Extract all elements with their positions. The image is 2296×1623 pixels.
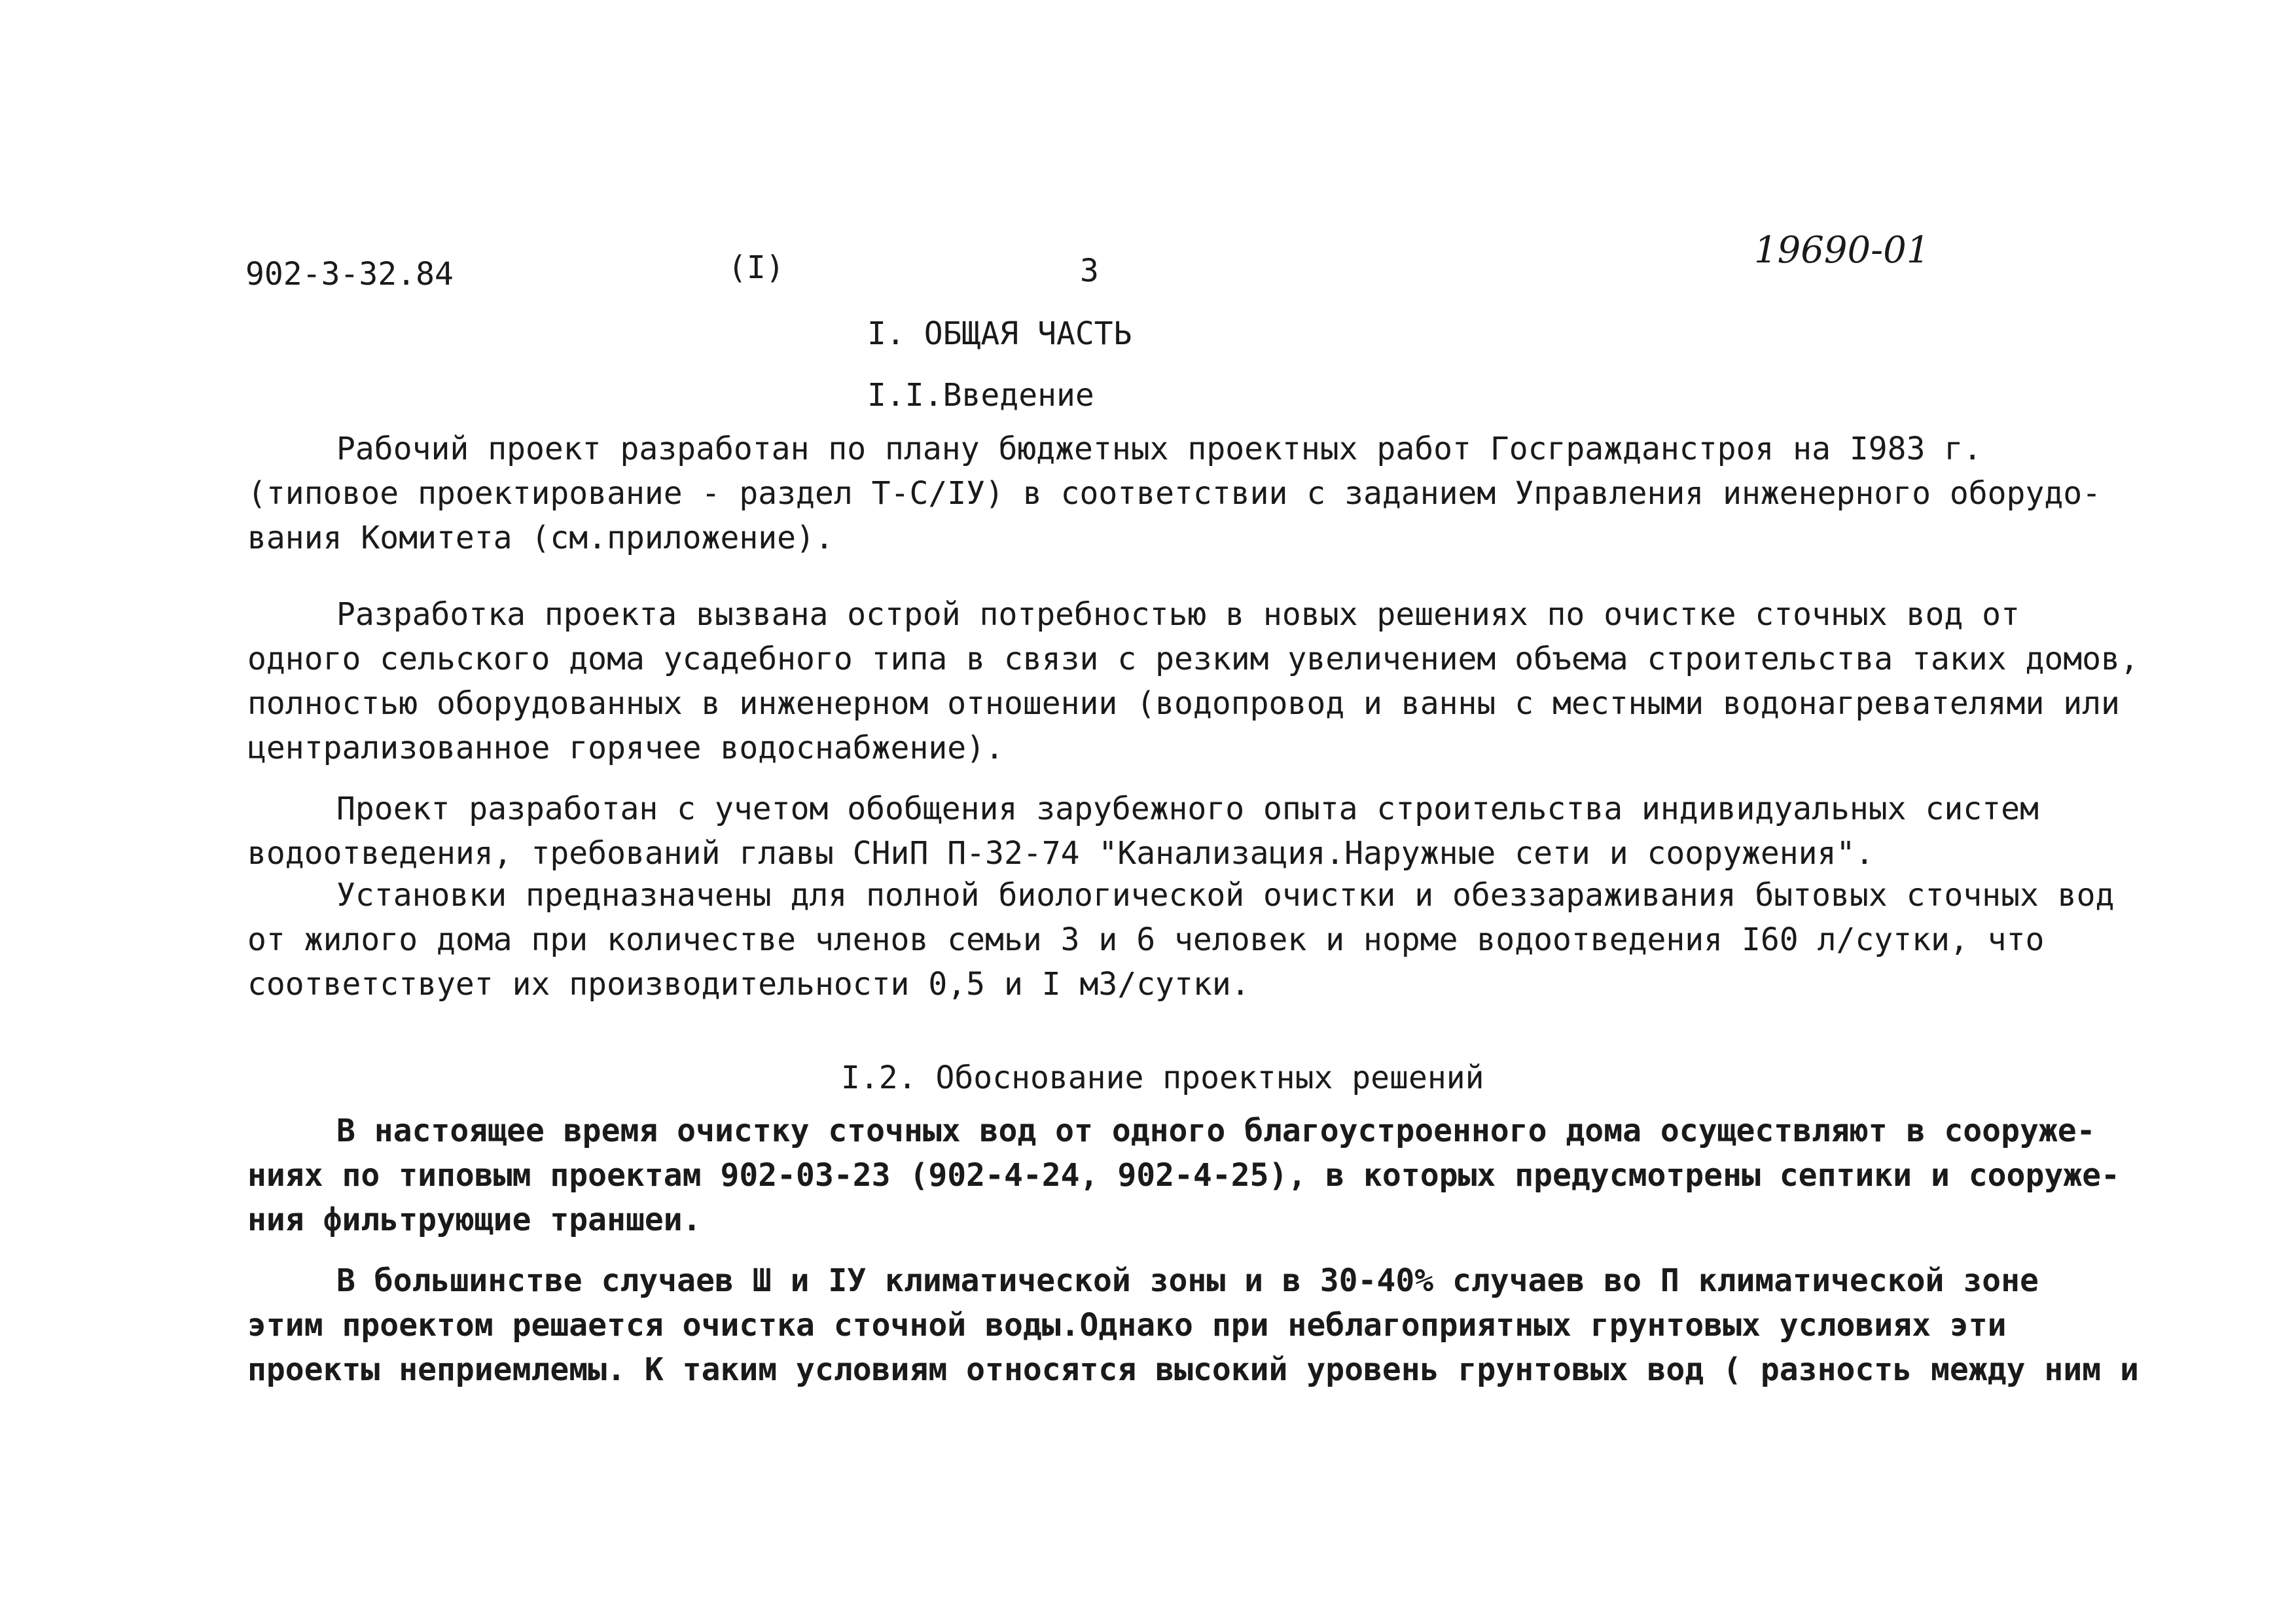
sheet-part: (I) — [728, 249, 785, 286]
text-line: полностью оборудованных в инженерном отношении (водопровод и ванны с местными водонагревателями или — [247, 685, 2120, 722]
text-line: соответствует их производительности 0,5 и I м3/сутки. — [247, 966, 1250, 1003]
paragraph-1 — [247, 427, 2102, 560]
text-line: Рабочий проект разработан по плану бюджетных проектных работ Госгражданстроя на I983 г. — [336, 431, 1982, 467]
paragraph-2 — [247, 592, 2139, 770]
text-line: централизованное горячее водоснабжение). — [247, 730, 1004, 766]
paragraph-3 — [247, 787, 2068, 876]
text-line: Установки предназначены для полной биологической очистки и обеззараживания бытовых сточных вод — [336, 877, 2115, 914]
paragraph-5 — [247, 1109, 2120, 1242]
text-line: Проект разработан с учетом обобщения зарубежного опыта строительства индивидуальных систем — [336, 791, 2039, 827]
inventory-number: 19690-01 — [1754, 229, 1930, 272]
text-line: ниях по типовым проектам 902-03-23 (902-4-24, 902-4-25), в которых предусмотрены септики и сооруже- — [247, 1157, 2120, 1194]
paragraph-6 — [247, 1258, 2139, 1392]
text-line: от жилого дома при количестве членов семьи 3 и 6 человек и норме водоотведения I60 л/сутки, что — [247, 921, 2045, 958]
paragraph-4 — [247, 873, 2115, 1007]
text-line: вания Комитета (см.приложение). — [247, 520, 834, 556]
text-line: (типовое проектирование - раздел Т-С/IУ) в соответствии с заданием Управления инженерного оборудо- — [247, 475, 2102, 512]
text-line: одного сельского дома усадебного типа в связи с резким увеличением объема строительства таких домов, — [247, 641, 2139, 677]
subsection-heading-intro: I.I.Введение — [867, 377, 1094, 414]
text-line: Разработка проекта вызвана острой потребностью в новых решениях по очистке сточных вод от — [336, 596, 2020, 633]
text-line: водоотведения, требований главы СНиП П-32-74 "Канализация.Наружные сети и сооружения". — [247, 835, 1874, 872]
section-heading: I. ОБЩАЯ ЧАСТЬ — [867, 315, 1132, 352]
text-line: В настоящее время очистку сточных вод от одного благоустроенного дома осуществляют в сооруже- — [336, 1113, 2096, 1149]
document-code: 902-3-32.84 — [245, 256, 454, 293]
text-line: ния фильтрующие траншеи. — [247, 1202, 702, 1238]
subsection-heading-justification: I.2. Обоснование проектных решений — [841, 1060, 1484, 1096]
text-line: проекты неприемлемы. К таким условиям относятся высокий уровень грунтовых вод ( разность между ним и — [247, 1351, 2139, 1388]
text-line: этим проектом решается очистка сточной воды.Однако при неблагоприятных грунтовых условиях эти — [247, 1307, 2007, 1344]
text-line: В большинстве случаев Ш и IУ климатической зоны и в 30-40% случаев во П климатической зоне — [336, 1262, 2039, 1299]
page-number: 3 — [1080, 253, 1099, 289]
